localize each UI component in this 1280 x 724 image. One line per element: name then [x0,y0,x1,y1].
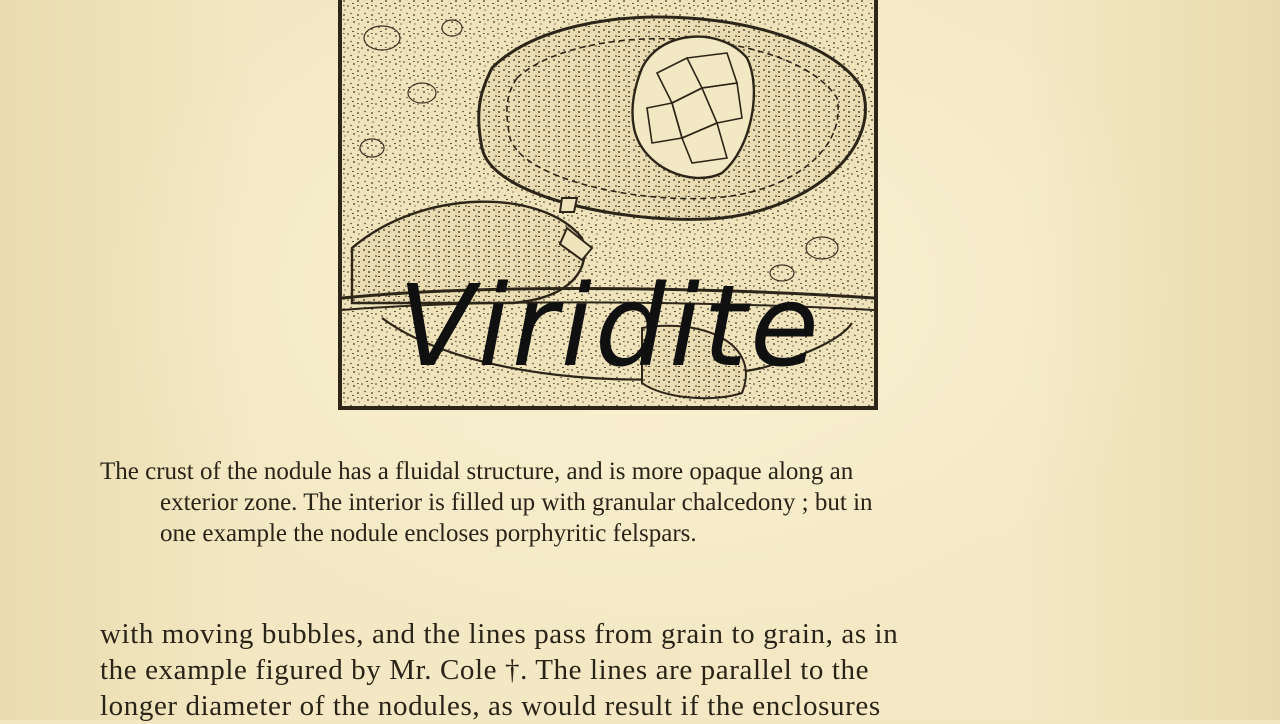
body-line: longer diameter of the nodules, as would result if the enclosures [100,690,881,722]
caption-line: one example the nodule encloses porphyritic felspars. [160,520,697,547]
body-line: the example figured by Mr. Cole †. The lines are parallel to the [100,654,870,686]
figure-caption [100,456,1120,549]
body-line: with moving bubbles, and the lines pass from grain to grain, as in [100,618,899,650]
show-through-text-left [90,0,330,340]
show-through-text-right [890,0,1130,360]
video-title-overlay: Viridite [398,262,822,392]
caption-line: The crust of the nodule has a fluidal structure, and is more opaque along an [100,458,854,485]
caption-line: exterior zone. The interior is filled up with granular chalcedony ; but in [160,489,873,516]
body-paragraph [100,616,1120,724]
